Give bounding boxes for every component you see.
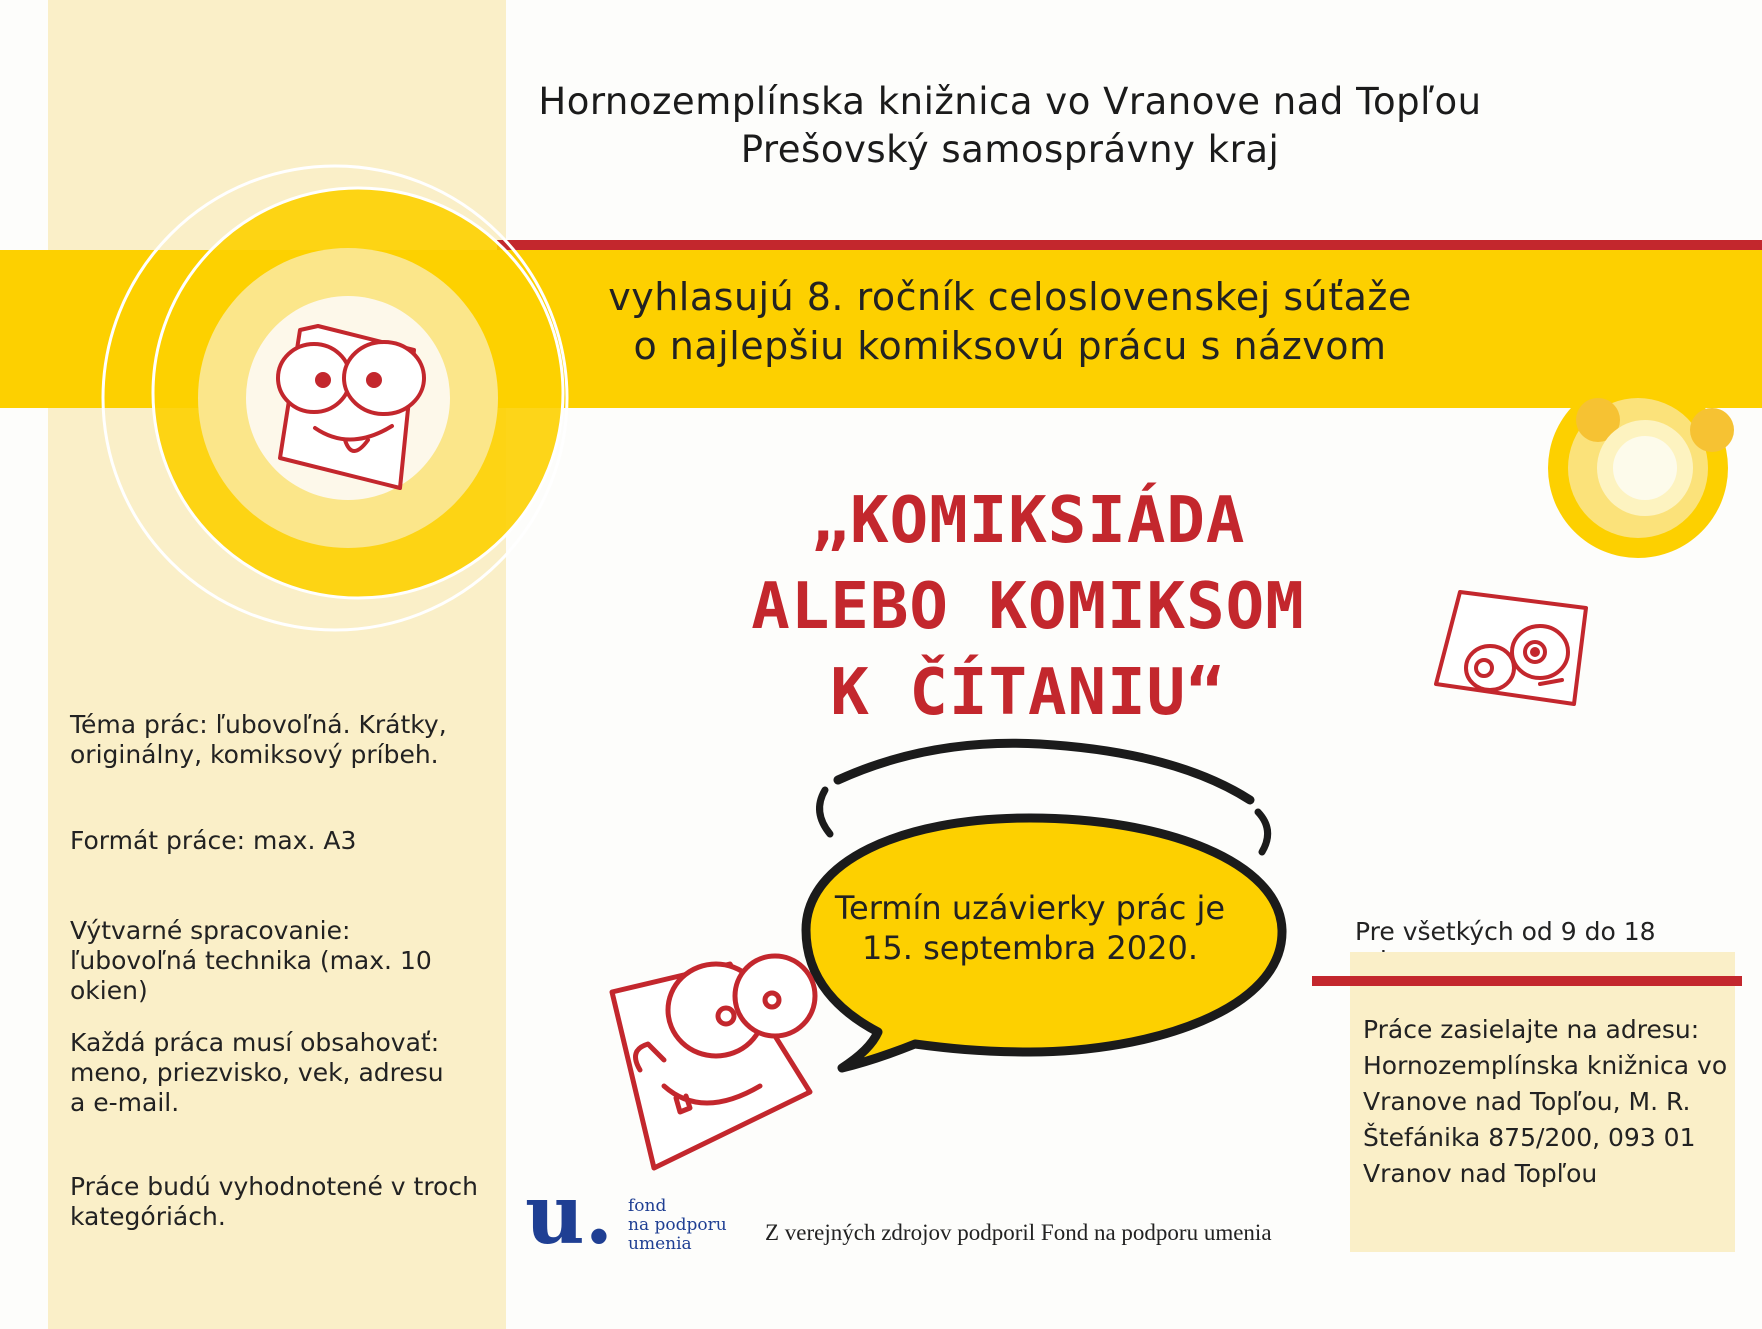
rule-contents-line-1: Každá práca musí obsahovať: bbox=[70, 1028, 440, 1057]
address-line-5: Vranov nad Topľou bbox=[1363, 1159, 1598, 1188]
address-text bbox=[1363, 1012, 1733, 1192]
rule-theme bbox=[70, 710, 490, 770]
rule-art-line-2: ľubovoľná technika (max. 10 okien) bbox=[70, 946, 432, 1005]
rule-theme-line-2: originálny, komiksový príbeh. bbox=[70, 740, 439, 769]
red-divider-bottom bbox=[1312, 976, 1742, 986]
rule-theme-line-1: Téma prác: ľubovoľná. Krátky, bbox=[70, 710, 447, 739]
fpu-logo-mark: u. bbox=[525, 1167, 614, 1263]
title-line-3: K ČÍTANIU“ bbox=[830, 656, 1226, 730]
age-group-text: Pre všetkých od 9 do 18 bbox=[1355, 917, 1656, 946]
address-line-3: Vranove nad Topľou, M. R. bbox=[1363, 1087, 1691, 1116]
rule-art-line-1: Výtvarné spracovanie: bbox=[70, 916, 351, 945]
rule-art bbox=[70, 916, 490, 1006]
rule-eval-line-2: kategóriách. bbox=[70, 1202, 226, 1231]
deadline-text bbox=[810, 888, 1250, 968]
sponsor-statement: Z verejných zdrojov podporil Fond na podporu umenia bbox=[765, 1220, 1272, 1245]
rule-format bbox=[70, 826, 490, 856]
rule-contents bbox=[70, 1028, 490, 1118]
address-line-1: Práce zasielajte na adresu: bbox=[1363, 1015, 1700, 1044]
address-line-2: Hornozemplínska knižnica vo bbox=[1363, 1051, 1728, 1080]
fpu-logo-line-1: fond bbox=[628, 1196, 667, 1216]
title-line-1: „KOMIKSIÁDA bbox=[810, 484, 1246, 558]
rule-contents-line-2: meno, priezvisko, vek, adresu bbox=[70, 1058, 444, 1087]
rule-eval-line-1: Práce budú vyhodnotené v troch bbox=[70, 1172, 478, 1201]
announcement-line-2: o najlepšiu komiksovú prácu s názvom bbox=[633, 324, 1387, 368]
rule-format-line: Formát práce: max. A3 bbox=[70, 826, 357, 855]
announcement-line-1: vyhlasujú 8. ročník celoslovenskej súťaže bbox=[608, 275, 1412, 319]
deadline-line-2: 15. septembra 2020. bbox=[862, 929, 1198, 967]
fpu-logo-line-2: na podporu bbox=[628, 1215, 727, 1235]
title-line-2: ALEBO KOMIKSOM bbox=[751, 570, 1305, 644]
organizer-line-2: Prešovský samosprávny kraj bbox=[740, 128, 1280, 171]
rule-evaluation bbox=[70, 1172, 490, 1232]
character-bottom-icon bbox=[612, 956, 815, 1168]
right-circle-graphic bbox=[1548, 378, 1734, 558]
rule-contents-line-3: a e-mail. bbox=[70, 1088, 180, 1117]
address-line-4: Štefánika 875/200, 093 01 bbox=[1363, 1123, 1696, 1152]
organizer-line-1: Hornozemplínska knižnica vo Vranove nad Topľou bbox=[538, 80, 1482, 123]
fpu-logo-text bbox=[628, 1197, 727, 1254]
deadline-line-1: Termín uzávierky prác je bbox=[834, 889, 1226, 927]
character-face-icon bbox=[278, 326, 424, 488]
fpu-logo-line-3: umenia bbox=[628, 1234, 692, 1254]
